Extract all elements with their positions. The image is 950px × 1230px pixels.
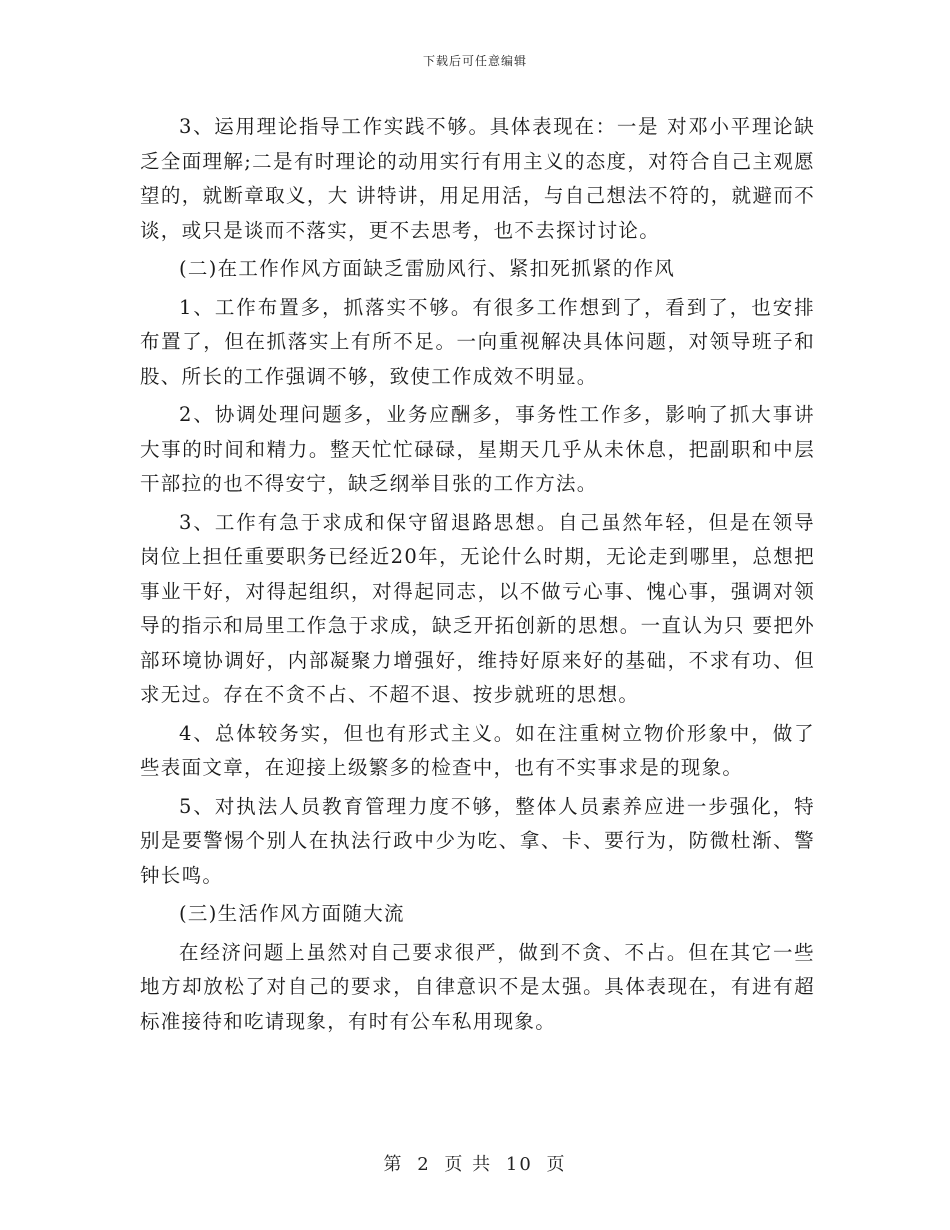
paragraph-economic-issues: 在经济问题上虽然对自己要求很严，做到不贪、不占。但在其它一些地方却放松了对自己的要求，自律意识不是太强。具体表现在，有进有超标准接待和吃请现象，有时有公车私用现象。 xyxy=(140,940,815,1033)
paragraph-work-arrangement: 1、工作布置多，抓落实不够。有很多工作想到了，看到了，也安排布置了，但在抓落实上有所不足。一向重视解决具体问题，对领导班子和股、所长的工作强调不够，致使工作成效不明显。 xyxy=(140,295,815,388)
paragraph-theory-practice: 3、运用理论指导工作实践不够。具体表现在：一是 对邓小平理论缺乏全面理解;二是有时理论的动用实行有用主义的态度，对符合自己主观愿望的，就断章取义，大 讲特讲，用足用活，与自己想法不符的，就避而不谈，或只是谈而不落实，更不去思考，也不去探讨讨论。 xyxy=(140,115,815,242)
page-header: 下载后可任意编辑 xyxy=(422,54,527,68)
current-page-number: 2 xyxy=(417,1154,431,1175)
paragraph-formalism: 4、总体较务实，但也有形式主义。如在注重树立物价形象中，做了些表面文章，在迎接上级繁多的检查中，也有不实事求是的现象。 xyxy=(140,721,815,779)
paragraph-coordination: 2、协调处理问题多，业务应酬多，事务性工作多，影响了抓大事讲大事的时间和精力。整天忙忙碌碌，星期天几乎从未休息，把副职和中层干部拉的也不得安宁，缺乏纲举目张的工作方法。 xyxy=(140,403,815,495)
footer-prefix: 第 xyxy=(383,1154,404,1175)
paragraph-law-enforcement: 5、对执法人员教育管理力度不够，整体人员素养应进一步强化，特别是要警惕个别人在执法行政中少为吃、拿、卡、要行为，防微杜渐、警钟长鸣。 xyxy=(140,794,815,887)
total-page-count: 10 xyxy=(505,1154,533,1175)
footer-suffix: 页 xyxy=(546,1154,567,1175)
paragraph-eager-success: 3、工作有急于求成和保守留退路思想。自己虽然年轻，但是在领导岗位上担任重要职务已经近20年，无论什么时期，无论走到哪里，总想把事业干好，对得起组织，对得起同志，以不做亏心事、愧心事，强调对领导的指示和局里工作急于求成，缺乏开拓创新的思想。一直认为只 要把外部环境协调好，内部凝聚力增强好，维持好原来好的基础，不求有功、但求无过。存在不贪不占、不超不退、按步就班的思想。 xyxy=(140,510,815,706)
section-heading-life-style: (三)生活作风方面随大流 xyxy=(179,902,405,925)
section-heading-work-style: (二)在工作作风方面缺乏雷励风行、紧扣死抓紧的作风 xyxy=(179,257,676,280)
footer-middle: 页 共 xyxy=(444,1154,493,1175)
document-body xyxy=(140,110,815,1043)
page-footer xyxy=(0,1150,950,1176)
